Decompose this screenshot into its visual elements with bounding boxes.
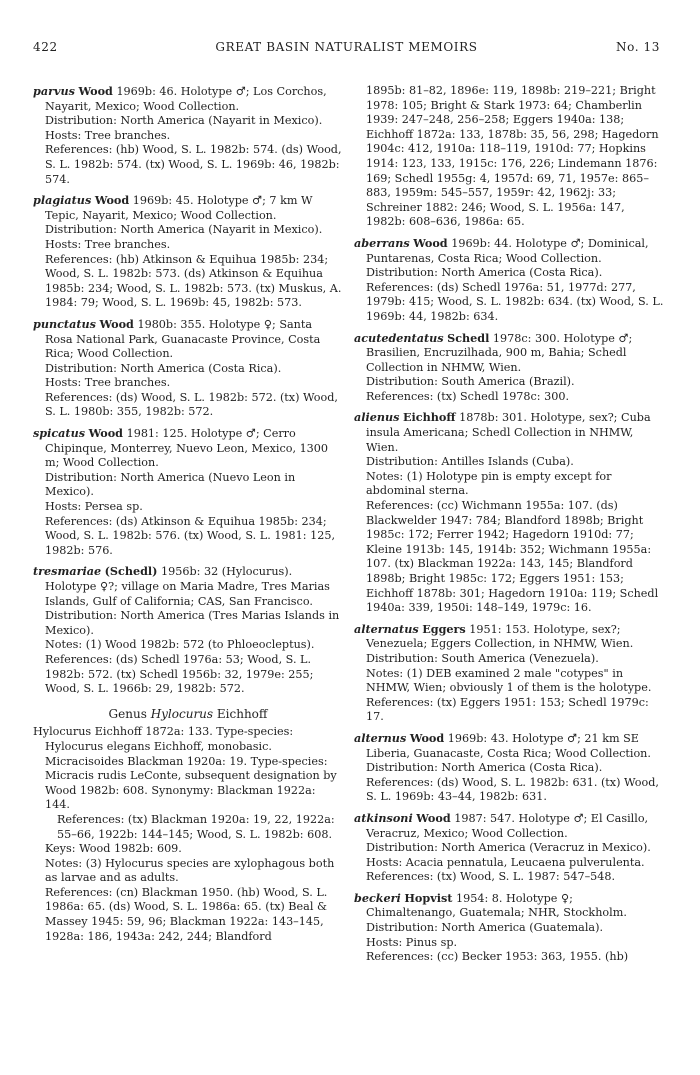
species-author: Wood	[78, 84, 113, 98]
genus-heading: Genus Hylocurus Eichhoff	[108, 706, 268, 721]
species-citation: 1969b: 44. Holotype ♂; Dominical, Puntarenas, Costa Rica; Wood Collection.	[366, 236, 649, 265]
species-name: acutedentatus	[354, 330, 444, 345]
species-detail-line: References: (ds) Wood, S. L. 1982b: 631. (tx) Wood, S. L. 1969b: 43–44, 1982b: 631.	[366, 775, 659, 804]
species-author: Wood	[88, 426, 124, 441]
species-entry	[354, 891, 664, 965]
species-name: beckeri	[354, 890, 401, 905]
right-column	[354, 84, 664, 971]
species-citation: 1969b: 46. Holotype ♂; Los Corchos, Nayarit, Mexico; Wood Collection.	[45, 85, 327, 113]
species-name: alternus	[354, 730, 407, 745]
species-citation: 1978c: 300. Holotype ♂; Brasilien, Encruzilhada, 900 m, Bahia; Schedl Collection in NHMW, Wien.	[366, 331, 633, 374]
species-head	[33, 193, 343, 223]
species-citation: 1954: 8. Holotype ♀; Chimaltenango, Guatemala; NHR, Stockholm.	[366, 891, 627, 920]
species-detail-line: References: (tx) Wood, S. L. 1987: 547–548.	[366, 870, 616, 884]
species-author: Hopvist	[404, 890, 453, 905]
species-detail-line: References: (ds) Atkinson & Equihua 1985b: 234; Wood, S. L. 1982b: 576. (tx) Wood, S. L. 1981: 125, 1982b: 576.	[45, 514, 336, 557]
species-entry	[354, 331, 664, 405]
species-entry	[33, 84, 343, 187]
species-name: alienus	[354, 410, 400, 425]
species-detail-line: Notes: (1) DEB examined 2 male "cotypes" in NHMW, Wien; obviously 1 of them is the holotype.	[366, 666, 652, 695]
species-detail-line: Distribution: South America (Venezuela).	[366, 651, 599, 665]
species-detail-line: Distribution: North America (Tres Marias Islands in Mexico).	[45, 609, 340, 637]
species-head	[354, 622, 664, 652]
species-detail-line: Hosts: Pinus sp.	[366, 935, 458, 949]
species-citation: 1980b: 355. Holotype ♀; Santa Rosa National Park, Guanacaste Province, Costa Rica; Wood Collection.	[45, 317, 321, 361]
genus-synonym: Micracisoides Blackman 1920a: 19. Type-species: Micracis rudis LeConte, subsequent designation by Wood 1982b: 608. Synonymy: Blackman 1922a: 144.	[45, 754, 337, 812]
species-name: tresmariae	[33, 564, 102, 579]
genus-keys: Keys: Wood 1982b: 609.	[45, 842, 182, 856]
genus-refs: References: (cn) Blackman 1950. (hb) Wood, S. L. 1986a: 65. (ds) Wood, S. L. 1986a: 65. (tx) Beal & Massey 1945: 59, 96; Blackman 1922a: 143–145, 1928a: 186, 1943a: 242, 244; Blandford	[45, 885, 328, 943]
species-detail-line: References: (cc) Becker 1953: 363, 1955. (hb)	[366, 950, 629, 964]
species-detail-line: Distribution: North America (Costa Rica).	[45, 361, 282, 375]
species-entry	[354, 410, 664, 615]
species-head	[33, 317, 343, 362]
left-column	[33, 84, 343, 944]
species-entry	[354, 811, 664, 885]
species-head	[354, 891, 664, 921]
species-entry	[354, 731, 664, 805]
species-detail-line: Notes: (1) Holotype pin is empty except for abdominal sterna.	[366, 469, 612, 498]
species-head	[354, 236, 664, 266]
species-detail-line: Distribution: Antilles Islands (Cuba).	[366, 455, 574, 469]
genus-refs-continuation: 1895b: 81–82, 1896e: 119, 1898b: 219–221; Bright 1978: 105; Bright & Stark 1973: 64; Chamberlin 1939: 247–248, 256–258; Eggers 1940a: 138; Eichhoff 1872a: 133, 1878b: 35, 56, 298; Hagedorn 1904c: 412, 1910a: 118–119, 1910d: 77; Hopkins 1914: 123, 133, 1915c: 176, 226; Lindemann 1876: 169; Schedl 1955g: 4, 1957d: 69, 71, 1957e: 865–883, 1959m: 545–557, 1959r: 42, 1962j: 33; Schreiner 1882: 246; Wood, S. L. 1956a: 147, 1982b: 608–636, 1986a: 65.	[366, 84, 659, 229]
species-detail-line: References: (hb) Wood, S. L. 1982b: 574. (ds) Wood, S. L. 1982b: 574. (tx) Wood, S. L. 1969b: 46, 1982b: 574.	[45, 143, 342, 186]
species-name: aberrans	[354, 235, 410, 250]
species-detail-line: Distribution: North America (Nuevo Leon in Mexico).	[45, 470, 296, 499]
species-detail-line: References: (cc) Wichmann 1955a: 107. (ds) Blackwelder 1947: 784; Blandford 1898b; Bright 1985c: 172; Ferrer 1942; Hagedorn 1910d: 77; Kleine 1913b: 145, 1914b: 352; Wichmann 1955a: 107. (tx) Blackman 1922a: 143, 145; Blandford 1898b; Bright 1985c: 172; Eggers 1951: 153; Eichhoff 1878b: 301; Hagedorn 1910a: 119; Schedl 1940a: 339, 1950i: 148–149, 1979c: 16.	[366, 499, 659, 615]
species-citation: 1987: 547. Holotype ♂; El Casillo, Veracruz, Mexico; Wood Collection.	[366, 811, 649, 840]
species-detail-line: Notes: (1) Wood 1982b: 572 (to Phloeocleptus).	[45, 638, 315, 652]
species-head	[354, 811, 664, 841]
species-citation: 1981: 125. Holotype ♂; Cerro Chipinque, Monterrey, Nuevo Leon, Mexico, 1300 m; Wood Collection.	[45, 427, 329, 470]
species-head	[33, 564, 343, 609]
genus-synonym-refs: References: (tx) Blackman 1920a: 19, 22, 1922a: 55–66, 1922b: 144–145; Wood, S. L. 1982b: 608.	[57, 812, 335, 841]
species-name: plagiatus	[33, 193, 92, 208]
species-citation: 1956b: 32 (Hylocurus). Holotype ♀?; village on Maria Madre, Tres Marias Islands, Gulf of California; CAS, San Francisco.	[45, 565, 330, 608]
species-entry	[33, 564, 343, 696]
species-entry	[354, 622, 664, 725]
species-detail-line: Hosts: Tree branches.	[45, 128, 171, 142]
species-detail-line: Distribution: North America (Costa Rica).	[366, 761, 603, 775]
species-head	[33, 84, 343, 114]
species-citation: 1969b: 45. Holotype ♂; 7 km W Tepic, Nayarit, Mexico; Wood Collection.	[45, 194, 313, 222]
species-detail-line: References: (tx) Eggers 1951: 153; Schedl 1979c: 17.	[366, 695, 649, 724]
species-author: Wood	[416, 810, 451, 825]
species-citation: 1951: 153. Holotype, sex?; Venezuela; Eggers Collection, in NHMW, Wien.	[366, 622, 634, 651]
species-detail-line: Hosts: Tree branches.	[45, 237, 171, 251]
species-head	[354, 331, 664, 376]
species-detail-line: Distribution: North America (Nayarit in Mexico).	[45, 114, 323, 128]
species-detail-line: Distribution: North America (Nayarit in Mexico).	[45, 223, 323, 237]
species-author: Schedl	[447, 330, 490, 345]
species-entry	[33, 317, 343, 420]
genus-block	[33, 725, 343, 944]
species-detail-line: Distribution: North America (Costa Rica).	[366, 266, 603, 280]
species-entry	[33, 426, 343, 558]
page-number: 422	[33, 40, 58, 54]
species-detail-line: References: (tx) Schedl 1978c: 300.	[366, 389, 570, 403]
species-author: Wood	[94, 193, 130, 208]
species-detail-line: Distribution: South America (Brazil).	[366, 375, 575, 389]
journal-title: GREAT BASIN NATURALIST MEMOIRS	[215, 40, 478, 54]
species-author: Wood	[409, 730, 445, 745]
genus-head: Hylocurus Eichhoff 1872a: 133. Type-species: Hylocurus elegans Eichhoff, monobasic.	[33, 725, 294, 753]
species-author: Eggers	[422, 621, 466, 636]
species-detail-line: Distribution: North America (Guatemala).	[366, 921, 604, 935]
species-name: parvus	[33, 84, 75, 98]
species-detail-line: Distribution: North America (Veracruz in Mexico).	[366, 841, 651, 855]
species-entry	[33, 193, 343, 311]
species-detail-line: Hosts: Persea sp.	[45, 500, 143, 514]
species-head	[354, 731, 664, 761]
species-name: alternatus	[354, 621, 419, 636]
species-detail-line: References: (ds) Wood, S. L. 1982b: 572. (tx) Wood, S. L. 1980b: 355, 1982b: 572.	[45, 390, 338, 419]
species-author: (Schedl)	[104, 564, 158, 579]
species-author: Wood	[413, 235, 448, 250]
issue-number: No. 13	[615, 40, 660, 54]
genus-notes: Notes: (3) Hylocurus species are xylophagous both as larvae and as adults.	[45, 856, 335, 885]
species-citation: 1878b: 301. Holotype, sex?; Cuba insula Americana; Schedl Collection in NHMW, Wien.	[366, 411, 651, 454]
species-citation: 1969b: 43. Holotype ♂; 21 km SE Liberia, Guanacaste, Costa Rica; Wood Collection.	[366, 731, 651, 760]
species-detail-line: References: (ds) Schedl 1976a: 53; Wood, S. L. 1982b: 572. (tx) Schedl 1956b: 32, 1979e: 255; Wood, S. L. 1966b: 29, 1982b: 572.	[45, 652, 314, 696]
species-head	[33, 426, 343, 471]
running-header	[33, 40, 660, 58]
species-name: spicatus	[33, 426, 86, 441]
species-name: punctatus	[33, 316, 96, 331]
species-head	[354, 410, 664, 455]
species-author: Wood	[99, 316, 134, 331]
species-name: atkinsoni	[354, 810, 413, 825]
species-entry	[354, 236, 664, 325]
species-detail-line: References: (hb) Atkinson & Equihua 1985b: 234; Wood, S. L. 1982b: 573. (ds) Atkinson & Equihua 1985b: 234; Wood, S. L. 1982b: 573. (tx) Muskus, A. 1984: 79; Wood, S. L. 1969b: 45, 1982b: 573.	[45, 252, 342, 310]
species-detail-line: Hosts: Tree branches.	[45, 376, 171, 390]
species-author: Eichhoff	[403, 410, 456, 425]
species-detail-line: Hosts: Acacia pennatula, Leucaena pulverulenta.	[366, 855, 645, 869]
species-detail-line: References: (ds) Schedl 1976a: 51, 1977d: 277, 1979b: 415; Wood, S. L. 1982b: 634. (tx) Wood, S. L. 1969b: 44, 1982b: 634.	[366, 280, 664, 323]
